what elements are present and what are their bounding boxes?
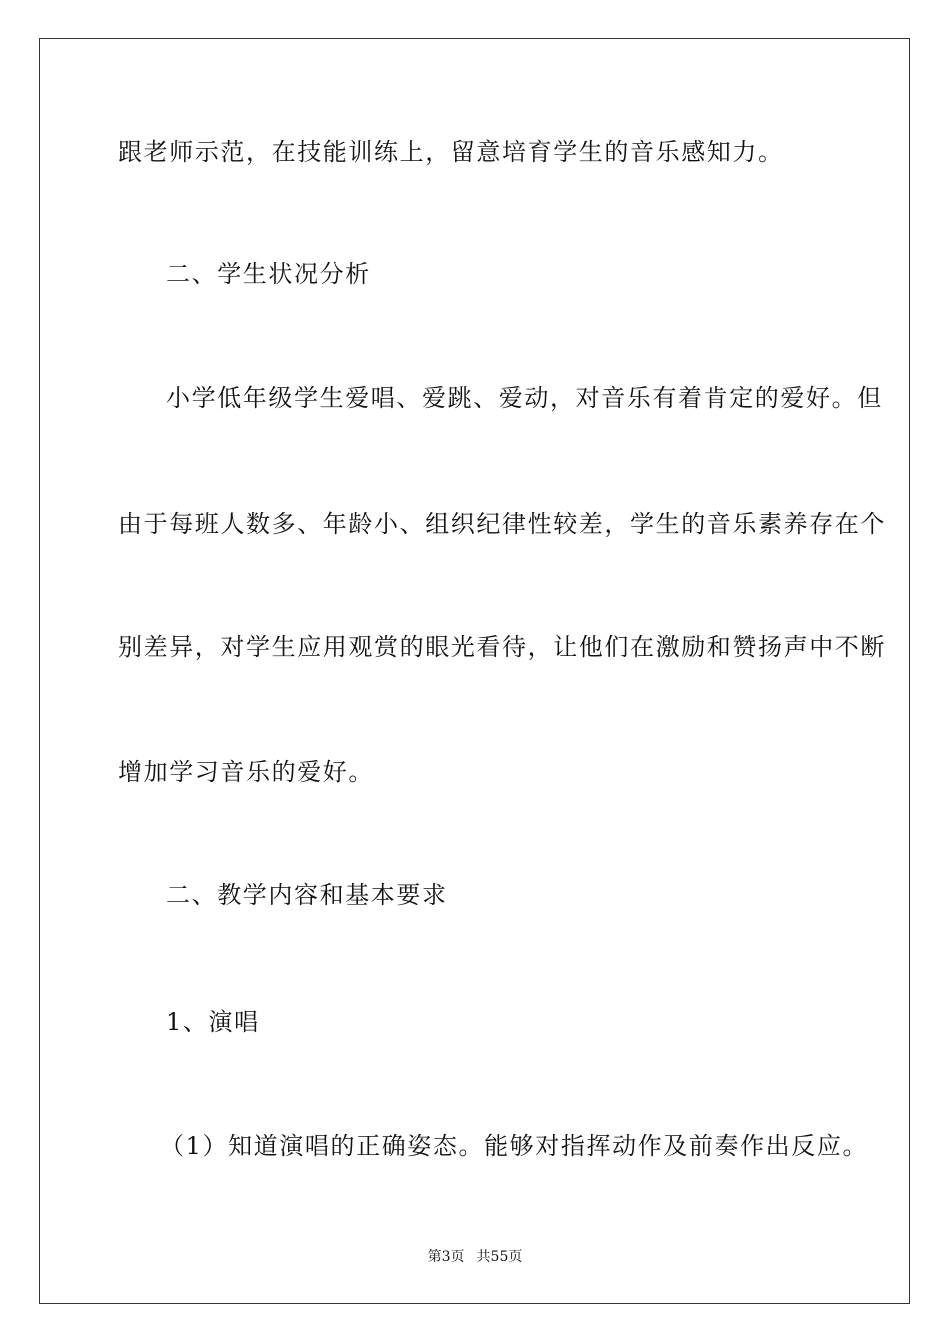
section-heading: 二、学生状况分析 [166,260,371,288]
page-number-current: 第3页 [427,1249,465,1265]
body-text-line: 小学低年级学生爱唱、爱跳、爱动，对音乐有着肯定的爱好。但 [166,384,883,412]
page-footer [0,1248,950,1266]
subsection-heading: 1、演唱 [166,1008,260,1036]
body-text-line: 跟老师示范，在技能训练上，留意培育学生的音乐感知力。 [118,138,784,166]
section-heading: 二、教学内容和基本要求 [166,881,448,909]
body-text-line: 增加学习音乐的爱好。 [118,758,374,786]
body-text-line: 由于每班人数多、年龄小、组织纪律性较差，学生的音乐素养存在个 [118,510,886,538]
body-text-line: 别差异，对学生应用观赏的眼光看待，让他们在激励和赞扬声中不断 [118,633,886,661]
page-border [39,38,910,1304]
page-number-total: 共55页 [476,1249,523,1265]
body-text-line: （1）知道演唱的正确姿态。能够对指挥动作及前奏作出反应。 [160,1132,869,1160]
